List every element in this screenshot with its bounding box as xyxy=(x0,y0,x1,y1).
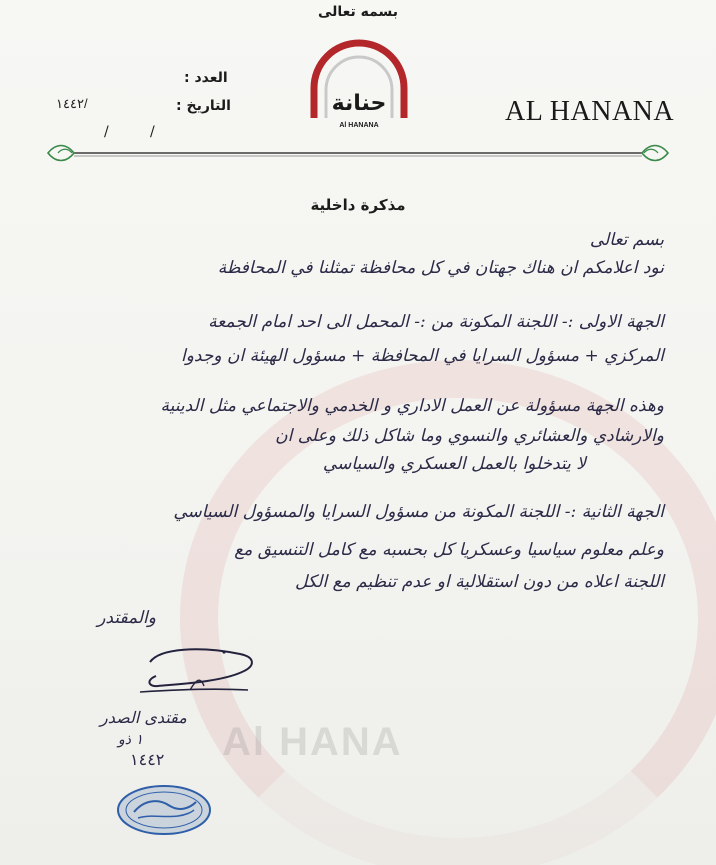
body-line-8: الجهة الثانية :- اللجنة المكونة من مسؤول السرايا والمسؤول السياسي xyxy=(173,502,664,522)
body-line-2: نود اعلامكم ان هناك جهتان في كل محافظة تمثلنا في المحافظة xyxy=(217,258,664,278)
body-line-6: والارشادي والعشائري والنسوي وما شاكل ذلك وعلى ان xyxy=(275,426,664,446)
body-line-5: وهذه الجهة مسؤولة عن العمل الاداري و الخدمي والاجتماعي مثل الدينية xyxy=(160,396,664,416)
body-line-11: والمقتدر xyxy=(97,608,156,628)
watermark-text: Al HANA xyxy=(222,720,403,764)
ornamental-divider xyxy=(44,140,672,166)
header-basmala: بسمه تعالى xyxy=(317,4,399,20)
body-line-7: لا يتدخلوا بالعمل العسكري والسياسي xyxy=(322,454,586,474)
hanana-logo xyxy=(304,36,414,132)
document-title: مذكرة داخلية xyxy=(310,196,406,214)
date-slash: / xyxy=(104,124,109,140)
logo-subtext: Al HANANA xyxy=(339,122,379,129)
brand-name: AL HANANA xyxy=(505,96,675,127)
body-line-9: وعلم معلوم سياسيا وعسكريا كل بحسبه مع كامل التنسيق مع xyxy=(234,540,664,560)
handwritten-signature xyxy=(130,640,270,700)
signatory-name: مقتدى الصدر xyxy=(100,708,187,727)
official-stamp xyxy=(114,782,214,838)
body-line-1: بسم تعالى xyxy=(589,230,664,250)
body-line-4: المركزي + مسؤول السرايا في المحافظة + مسؤول الهيئة ان وجدوا xyxy=(181,346,664,366)
logo-text: حنانة xyxy=(331,91,387,116)
date-value: ١٤٤٢/ xyxy=(56,96,88,111)
date-label: التاريخ : xyxy=(176,98,231,114)
body-line-3: الجهة الاولى :- اللجنة المكونة من :- المحمل الى احد امام الجمعة xyxy=(208,312,664,332)
signature-date-day: ١ ذو xyxy=(118,732,143,748)
date-slash: / xyxy=(150,124,155,140)
number-label: العدد : xyxy=(184,70,228,86)
body-line-10: اللجنة اعلاه من دون استقلالية او عدم تنظيم مع الكل xyxy=(295,572,664,592)
signature-date-year: ١٤٤٢ xyxy=(130,750,165,769)
